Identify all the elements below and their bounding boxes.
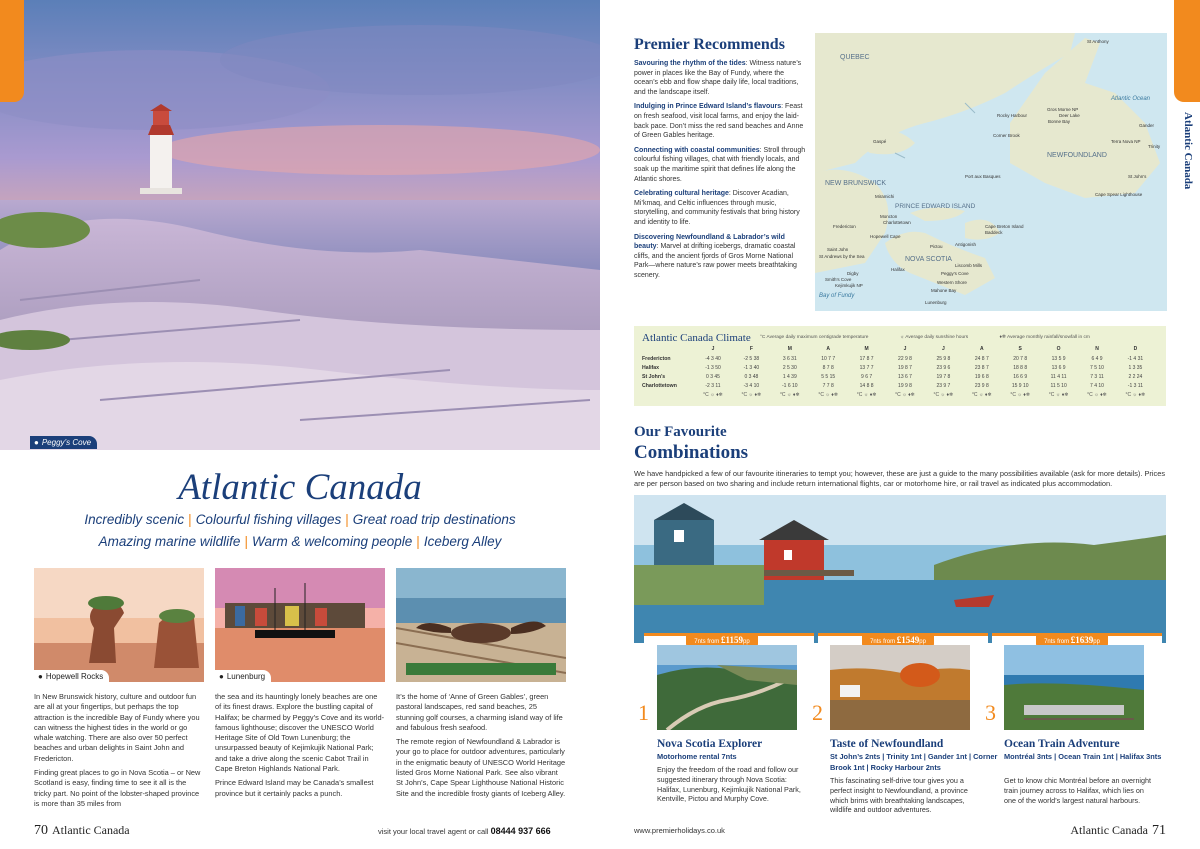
page-title: Atlantic Canada bbox=[178, 467, 422, 508]
svg-text:Halifax: Halifax bbox=[891, 267, 905, 272]
svg-text:Gander: Gander bbox=[1139, 123, 1155, 128]
page-number: 71 bbox=[1152, 823, 1166, 838]
climate-cell: 13 5 9 bbox=[1051, 356, 1066, 362]
separator: | bbox=[188, 512, 192, 527]
section-title: Premier Recommends bbox=[634, 36, 785, 53]
climate-month-header: D bbox=[1133, 346, 1138, 352]
separator: | bbox=[416, 534, 420, 549]
card-photo-nova-scotia bbox=[657, 645, 797, 730]
climate-unit-label: °C ☼ ♦❄ bbox=[856, 392, 877, 398]
svg-text:Smith’s Cove: Smith’s Cove bbox=[825, 277, 852, 282]
climate-title: Atlantic Canada Climate bbox=[642, 332, 751, 344]
thumb-caption-1: ● Hopewell Rocks bbox=[34, 670, 109, 683]
card-description: Get to know chic Montréal before an overnight train journey across to Halifax, which lies on one of the world’s largest natural harbours. bbox=[1004, 776, 1152, 805]
card-number: 3 bbox=[985, 700, 996, 725]
climate-unit-label: °C ☼ ♦❄ bbox=[741, 392, 762, 398]
climate-cell: 18 8 8 bbox=[1013, 365, 1028, 371]
climate-cell: 14 8 8 bbox=[859, 383, 874, 389]
region-map bbox=[815, 33, 1167, 311]
thumb-caption-2: ● Lunenburg bbox=[215, 670, 271, 683]
climate-cell: 1 3 35 bbox=[1128, 365, 1143, 371]
price-badge: 7nts from £1159pp bbox=[686, 633, 758, 648]
svg-text:Rocky Harbour: Rocky Harbour bbox=[997, 113, 1028, 118]
climate-cell: -1 3 50 bbox=[705, 365, 721, 371]
climate-cell: -1 3 40 bbox=[743, 365, 760, 371]
svg-text:Liscomb Mills: Liscomb Mills bbox=[955, 263, 983, 268]
climate-unit-label: °C ☼ ♦❄ bbox=[1010, 392, 1031, 398]
svg-text:Antigonish: Antigonish bbox=[955, 242, 977, 247]
climate-cell: 7 5 10 bbox=[1090, 365, 1104, 371]
card-photo-ocean-train bbox=[1004, 645, 1144, 730]
svg-text:Peggy’s Cove: Peggy’s Cove bbox=[941, 271, 969, 276]
climate-month-header: M bbox=[864, 346, 869, 352]
body-column-3: It’s the home of ‘Anne of Green Gables’, green pastoral landscapes, red sand beaches, 25 stunning golf courses, a charming island way of life and fabulous fresh seafood. The remote region of Newfoundland & Labrador is your go to place for outdoor adventures, particularly in the enigmatic beauty of UNESCO World Heritage listed Gros Morne National Park. See also vibrant St John’s, Cape Spear Lighthouse National Historic Site and the incredible frosty giants of Iceberg Alley. bbox=[396, 692, 566, 798]
svg-text:Hopewell Cape: Hopewell Cape bbox=[870, 234, 901, 239]
section-title-small: Our Favourite bbox=[634, 424, 727, 440]
climate-table bbox=[634, 326, 1166, 406]
svg-text:Saint John: Saint John bbox=[827, 247, 849, 252]
svg-text:Port aux Basques: Port aux Basques bbox=[965, 174, 1001, 179]
climate-month-header: F bbox=[749, 346, 753, 352]
climate-month-header: J bbox=[903, 346, 907, 352]
climate-month-header: J bbox=[711, 346, 715, 352]
svg-text:NEW BRUNSWICK: NEW BRUNSWICK bbox=[825, 180, 887, 187]
card-title[interactable]: Ocean Train Adventure bbox=[1004, 738, 1120, 750]
photo-fishing-village bbox=[634, 495, 1166, 643]
svg-text:Baddeck: Baddeck bbox=[985, 230, 1003, 235]
svg-text:Cape Spear Lighthouse: Cape Spear Lighthouse bbox=[1095, 192, 1143, 197]
section-title: Combinations bbox=[634, 442, 749, 463]
svg-text:Corner Brook: Corner Brook bbox=[993, 133, 1020, 138]
hero-photo-peggys-cove bbox=[0, 0, 600, 450]
orange-page-tab bbox=[1174, 0, 1200, 102]
price-badge: 7nts from £1639pp bbox=[1036, 633, 1108, 648]
climate-cell: 22 9 8 bbox=[898, 356, 912, 362]
svg-text:Gaspé: Gaspé bbox=[873, 139, 887, 144]
climate-city: Charlottetown bbox=[642, 383, 677, 389]
climate-unit-label: °C ☼ ♦❄ bbox=[818, 392, 839, 398]
climate-city: St John’s bbox=[642, 374, 666, 380]
climate-cell: 23 9 8 bbox=[974, 383, 989, 389]
climate-month-header: O bbox=[1056, 346, 1061, 352]
climate-cell: 7 4 10 bbox=[1090, 383, 1104, 389]
climate-legend: °C Average daily maximum centigrade temperature ☼ Average daily sunshine hours ♦❄ Average monthly rainfall/snowfall in cm bbox=[760, 335, 1090, 340]
climate-cell: 11 4 11 bbox=[1050, 374, 1067, 380]
climate-cell: 11 5 10 bbox=[1050, 383, 1067, 389]
climate-month-header: M bbox=[787, 346, 792, 352]
svg-text:Fredericton: Fredericton bbox=[833, 224, 856, 229]
climate-month-header: A bbox=[826, 346, 830, 352]
climate-cell: 19 8 7 bbox=[898, 365, 912, 371]
card-number: 1 bbox=[638, 700, 649, 725]
climate-cell: -3 4 10 bbox=[743, 383, 760, 389]
separator: | bbox=[345, 512, 349, 527]
svg-text:Miramichi: Miramichi bbox=[875, 194, 895, 199]
climate-cell: 17 8 7 bbox=[859, 356, 874, 362]
climate-cell: 24 8 7 bbox=[974, 356, 989, 362]
climate-cell: 25 9 8 bbox=[936, 356, 951, 362]
climate-month-header: N bbox=[1095, 346, 1099, 352]
climate-cell: 19 6 8 bbox=[974, 374, 989, 380]
climate-cell: -1 3 11 bbox=[1127, 383, 1143, 389]
section-intro: We have handpicked a few of our favourite itineraries to tempt you; however, these are just a guide to the many possibilities available (ask for more details). Prices are per person based on two sharing and include return international flights, car or motorhome hire, or rail travel as indicated plus accommodation. bbox=[634, 469, 1166, 488]
climate-cell: -1 4 31 bbox=[1127, 356, 1144, 362]
climate-unit-label: °C ☼ ♦❄ bbox=[1087, 392, 1107, 398]
svg-text:Bonne Bay: Bonne Bay bbox=[1048, 119, 1071, 124]
svg-text:Charlottetown: Charlottetown bbox=[883, 220, 911, 225]
location-pin-icon: ● bbox=[34, 438, 39, 447]
climate-cell: 0 3 45 bbox=[706, 374, 720, 380]
climate-cell: 16 6 9 bbox=[1013, 374, 1028, 380]
svg-text:Terra Nova NP: Terra Nova NP bbox=[1111, 139, 1141, 144]
tagline-line-1: Incredibly scenic | Colourful fishing villages | Great road trip destinations bbox=[84, 512, 516, 527]
footer-contact: visit your local travel agent or call 08444 937 666 bbox=[378, 826, 551, 836]
side-section-label: Atlantic Canada bbox=[1182, 112, 1194, 190]
svg-text:Mahone Bay: Mahone Bay bbox=[931, 288, 957, 293]
climate-cell: 23 9 6 bbox=[936, 365, 951, 371]
page-number: 70 bbox=[34, 823, 48, 838]
climate-cell: 15 9 10 bbox=[1011, 383, 1029, 389]
svg-text:Trinity: Trinity bbox=[1148, 144, 1161, 149]
climate-unit-label: °C ☼ ♦❄ bbox=[1048, 392, 1069, 398]
climate-cell: 23 9 7 bbox=[936, 383, 951, 389]
card-subtitle: Montréal 3nts | Ocean Train 1nt | Halifax 3nts bbox=[1004, 752, 1162, 761]
climate-cell: 6 4 9 bbox=[1091, 356, 1103, 362]
climate-unit-label: °C ☼ ♦❄ bbox=[1125, 392, 1146, 398]
svg-text:Cape Breton Island: Cape Breton Island bbox=[985, 224, 1024, 229]
svg-text:Deer Lake: Deer Lake bbox=[1059, 113, 1080, 118]
climate-unit-label: °C ☼ ♦❄ bbox=[971, 392, 992, 398]
price-badge: 7nts from £1549pp bbox=[862, 633, 934, 648]
svg-text:Bay of Fundy: Bay of Fundy bbox=[819, 293, 855, 299]
card-number: 2 bbox=[812, 700, 823, 725]
premier-recommends bbox=[634, 36, 806, 285]
climate-month-header: J bbox=[942, 346, 945, 352]
card-title[interactable]: Taste of Newfoundland bbox=[830, 738, 944, 750]
climate-cell: 23 8 7 bbox=[974, 365, 989, 371]
footer-left: 70 Atlantic Canada bbox=[34, 823, 130, 838]
climate-cell: 5 5 15 bbox=[821, 374, 836, 380]
svg-text:Atlantic Ocean: Atlantic Ocean bbox=[1111, 96, 1151, 102]
svg-text:Western Shore: Western Shore bbox=[937, 280, 967, 285]
svg-text:QUEBEC: QUEBEC bbox=[840, 54, 870, 61]
climate-cell: -1 6 10 bbox=[782, 383, 798, 389]
climate-unit-label: °C ☼ ♦❄ bbox=[933, 392, 954, 398]
climate-cell: -4 3 40 bbox=[705, 356, 721, 362]
card-photo-newfoundland bbox=[830, 645, 970, 730]
recommend-item: Savouring the rhythm of the tides: Witness nature’s power in places like the Bay of Fundy, where the ocean’s ebb and flow shape daily life, local traditions, and the landscape itself. bbox=[634, 60, 802, 96]
photo-lunenburg bbox=[215, 568, 385, 682]
svg-text:NOVA SCOTIA: NOVA SCOTIA bbox=[905, 256, 952, 263]
photo-hopewell-rocks bbox=[34, 568, 204, 682]
climate-unit-label: °C ☼ ♦❄ bbox=[779, 392, 800, 398]
climate-cell: 13 6 7 bbox=[898, 374, 912, 380]
climate-cell: 7 3 11 bbox=[1090, 374, 1104, 380]
climate-cell: 3 6 31 bbox=[782, 356, 797, 362]
body-column-1: In New Brunswick history, culture and outdoor fun are all at your fingertips, but perhaps the top attraction is the incredible Bay of Fundy where you can witness the highest tides in the world or go whale watching. There are also over 50 perfect beaches and urban delights in Saint John and Fredericton. Finding great places to go in Nova Scotia – or New Scotland is easy, finding time to see it all is the tricky part. No point of the lobster-shaped province is more than 35 miles from bbox=[34, 692, 201, 808]
location-pin-icon: ● bbox=[38, 672, 43, 681]
body-column-2: the sea and its hauntingly lonely beaches are one of its finest draws. Explore the bustling capital of Halifax; be charmed by Peggy’s Cove and its world-famous lighthouse; discover the UNESCO World Heritage Site of Old Town Lunenburg; the unsurpassed beauty of Kejimkujik National Park; and take a drive along the scenic Cabot Trail in Cape Breton Highlands National Park. Prince Edward Island may be Canada’s smallest province but it certainly packs a punch. bbox=[215, 692, 385, 798]
card-description: This fascinating self-drive tour gives you a perfect insight to Newfoundland, a province which brims with breathtaking landscapes, wildlife and outdoor adventures. bbox=[830, 776, 968, 815]
footer-website-link[interactable]: www.premierholidays.co.uk bbox=[634, 826, 725, 835]
location-pin-icon: ● bbox=[219, 672, 224, 681]
climate-cell: 20 7 8 bbox=[1013, 356, 1028, 362]
climate-cell: 1 4 39 bbox=[782, 374, 797, 380]
card-title[interactable]: Nova Scotia Explorer bbox=[657, 738, 763, 750]
climate-unit-label: °C ☼ ♦❄ bbox=[895, 392, 915, 398]
climate-cell: 19 9 8 bbox=[898, 383, 912, 389]
photo-lobster bbox=[396, 568, 566, 682]
climate-unit-label: °C ☼ ♦❄ bbox=[703, 392, 723, 398]
svg-text:St Anthony: St Anthony bbox=[1087, 39, 1109, 44]
separator: | bbox=[244, 534, 248, 549]
climate-cell: -2 5 38 bbox=[743, 356, 760, 362]
svg-text:Moncton: Moncton bbox=[880, 214, 898, 219]
svg-text:Pictou: Pictou bbox=[930, 244, 943, 249]
climate-cell: 19 7 8 bbox=[936, 374, 951, 380]
climate-month-header: S bbox=[1018, 346, 1022, 352]
card-subtitle: Motorhome rental 7nts bbox=[657, 752, 737, 761]
card-description: Enjoy the freedom of the road and follow our suggested itinerary through Nova Scotia: Halifax, Lunenburg, Kejimkujik National Park, Kentville, Pictou and Murphy Cove. bbox=[657, 765, 801, 804]
orange-page-tab bbox=[0, 0, 24, 102]
recommend-item: Discovering Newfoundland & Labrador’s wild beauty: Marvel at drifting icebergs, dramatic coastal cliffs, and the ancient fjords of Gros Morne National Park—where nature’s raw power meets breathtaking scenery. bbox=[634, 233, 797, 279]
climate-cell: 13 6 9 bbox=[1051, 365, 1066, 371]
climate-cell: 9 6 7 bbox=[861, 374, 873, 380]
climate-cell: 10 7 7 bbox=[821, 356, 836, 362]
svg-text:Gros Morne NP: Gros Morne NP bbox=[1047, 107, 1079, 112]
tagline-line-2: Amazing marine wildlife | Warm & welcoming people | Iceberg Alley bbox=[98, 534, 502, 549]
climate-cell: 8 7 8 bbox=[822, 365, 834, 371]
climate-cell: 13 7 7 bbox=[859, 365, 874, 371]
climate-cell: 2 5 30 bbox=[782, 365, 797, 371]
climate-cell: 0 3 48 bbox=[744, 374, 759, 380]
climate-city: Fredericton bbox=[642, 356, 671, 362]
recommend-item: Indulging in Prince Edward Island’s flavours: Feast on fresh seafood, visit local farms, and enjoy the laid-back pace. Don’t miss the red sand beaches and Anne of Green Gables heritage. bbox=[634, 103, 804, 140]
climate-cell: 2 2 24 bbox=[1128, 374, 1143, 380]
svg-text:Lunenburg: Lunenburg bbox=[925, 300, 947, 305]
climate-month-header: A bbox=[979, 346, 984, 352]
svg-text:St John’s: St John’s bbox=[1128, 174, 1147, 179]
recommend-item: Connecting with coastal communities: Stroll through colourful fishing villages, chat with friendly locals, and soak up the maritime spirit that defines life along the Atlantic shores. bbox=[634, 146, 806, 183]
svg-text:Digby: Digby bbox=[847, 271, 859, 276]
svg-text:St Andrews by the Sea: St Andrews by the Sea bbox=[819, 254, 865, 259]
card-subtitle: St John’s 2nts | Trinity 1nt | Gander 1nt | Corner Brook 1nt | Rocky Harbour 2nts bbox=[830, 752, 998, 772]
svg-text:NEWFOUNDLAND: NEWFOUNDLAND bbox=[1047, 152, 1107, 159]
climate-cell: -2 3 11 bbox=[705, 383, 721, 389]
svg-text:Kejimkujik NP: Kejimkujik NP bbox=[835, 283, 863, 288]
svg-text:PRINCE EDWARD ISLAND: PRINCE EDWARD ISLAND bbox=[895, 203, 976, 210]
hero-caption: ● Peggy’s Cove bbox=[30, 436, 97, 449]
climate-city: Halifax bbox=[642, 365, 660, 371]
footer-right: Atlantic Canada 71 bbox=[1070, 823, 1166, 838]
phone-number[interactable]: 08444 937 666 bbox=[490, 826, 551, 836]
climate-cell: 7 7 8 bbox=[822, 383, 834, 389]
recommend-item: Celebrating cultural heritage: Discover Acadian, Mi’kmaq, and Celtic influences through music, storytelling, and community festivals that bring history and identity to life. bbox=[634, 190, 800, 226]
